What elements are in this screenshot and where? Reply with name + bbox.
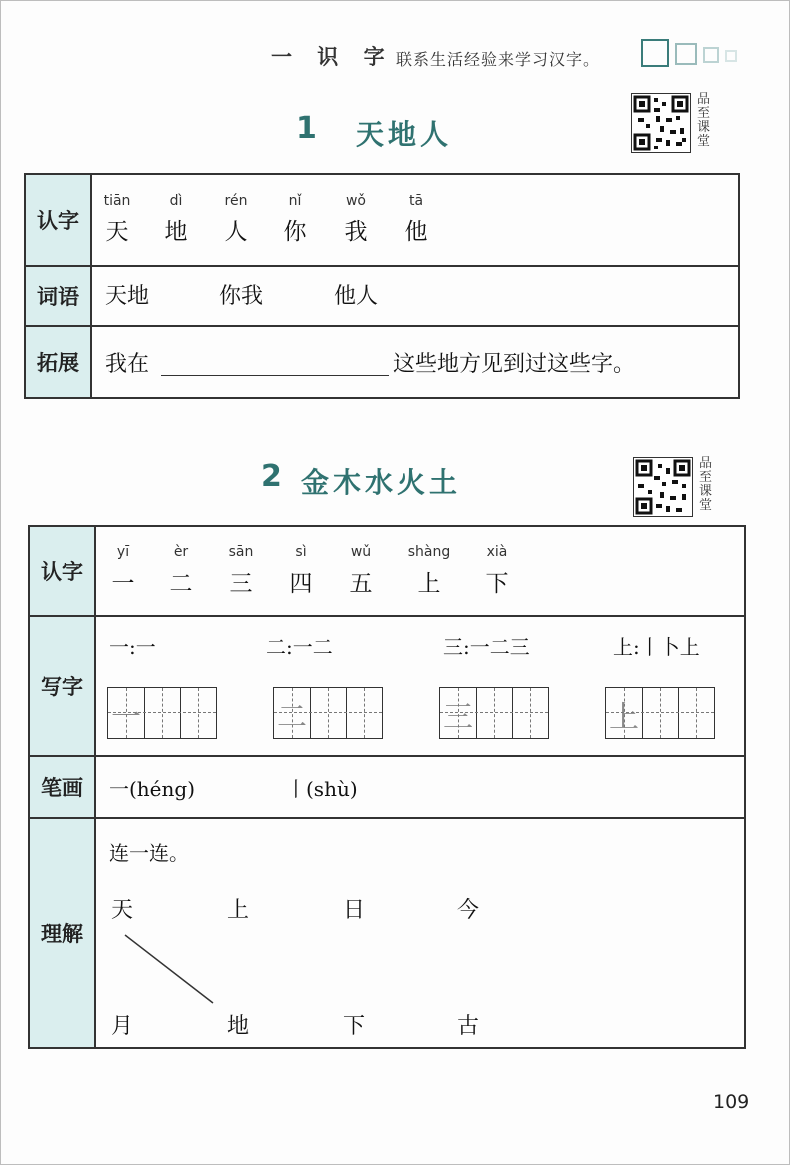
character: 天: [105, 219, 129, 245]
stroke-heng: 一(héng): [109, 777, 196, 801]
matching-instruction: 连一连。: [109, 841, 189, 865]
pinyin: sì: [295, 544, 307, 560]
match-line: [101, 921, 301, 1021]
stroke-order: 上:丨卜上: [613, 635, 700, 659]
row-label-bihua: 笔画: [29, 756, 95, 818]
character: 三: [229, 571, 253, 597]
match-top-item[interactable]: 日: [343, 898, 366, 923]
match-bottom-item[interactable]: 地: [227, 1014, 250, 1039]
character: 一: [111, 571, 135, 597]
lesson2-number: 2: [261, 459, 282, 494]
fill-in-blank[interactable]: [161, 375, 389, 376]
row-label-shizi: 认字: [25, 174, 91, 266]
pinyin: èr: [173, 544, 189, 560]
page-number: 109: [713, 1091, 750, 1113]
extension-suffix: 这些地方见到过这些字。: [393, 352, 636, 377]
pinyin: yī: [116, 544, 130, 560]
word: 天地: [105, 284, 150, 309]
character: 你: [283, 219, 307, 245]
stroke-order: 二:一二: [266, 635, 333, 659]
lesson1-title: 天地人: [356, 118, 453, 151]
match-bottom-item[interactable]: 下: [343, 1014, 366, 1039]
trace-character: 一: [111, 700, 141, 735]
qr-code-icon[interactable]: [633, 457, 693, 517]
character: 地: [164, 219, 188, 245]
stroke-order: 三:一二三: [443, 635, 530, 659]
word: 你我: [219, 284, 264, 309]
match-bottom-item[interactable]: 月: [111, 1014, 134, 1039]
pinyin: dì: [169, 193, 183, 209]
pinyin: tiān: [103, 193, 131, 209]
match-top-item[interactable]: 今: [457, 898, 480, 923]
writing-grid[interactable]: [439, 687, 549, 739]
lesson2-title: 金木水火土: [301, 466, 462, 499]
pinyin: rén: [224, 193, 248, 209]
pinyin: shàng: [407, 544, 451, 560]
stroke-shu: 丨(shù): [286, 777, 358, 801]
match-top-item[interactable]: 天: [111, 898, 134, 923]
writing-grid[interactable]: [273, 687, 383, 739]
row-label-xiezi: 写字: [29, 616, 95, 756]
character: 上: [417, 571, 441, 597]
row-label-tuozhan: 拓展: [25, 326, 91, 398]
trace-character: 三: [443, 700, 473, 735]
writing-grid[interactable]: [107, 687, 217, 739]
word: 他人: [334, 284, 379, 309]
ciyu-cell: [91, 266, 739, 326]
pinyin: sān: [228, 544, 254, 560]
match-top-item[interactable]: 上: [227, 898, 250, 923]
trace-character: 上: [609, 700, 639, 735]
pinyin: tā: [408, 193, 424, 209]
qr-label: 品至课堂: [699, 456, 713, 513]
character: 五: [349, 571, 373, 597]
character: 我: [344, 219, 368, 245]
match-bottom-item[interactable]: 古: [457, 1014, 480, 1039]
pinyin: wǔ: [350, 544, 372, 560]
character: 四: [289, 571, 313, 597]
pinyin: xià: [486, 544, 508, 560]
row-label-ciyu: 词语: [25, 266, 91, 326]
unit-subtitle: 联系生活经验来学习汉字。: [396, 50, 601, 69]
character: 下: [485, 571, 509, 597]
lesson1-number: 1: [296, 111, 317, 146]
row-label-shizi: 认字: [29, 526, 95, 616]
trace-character: 二: [277, 700, 307, 735]
character: 他: [404, 219, 428, 245]
unit-title: 一 识 字: [271, 45, 394, 69]
writing-grid[interactable]: [605, 687, 715, 739]
qr-code-icon[interactable]: [631, 93, 691, 153]
pinyin: nǐ: [288, 193, 302, 209]
pinyin: wǒ: [345, 193, 366, 209]
character: 人: [224, 219, 248, 245]
row-label-lijie: 理解: [29, 818, 95, 1048]
extension-prefix: 我在: [105, 352, 150, 377]
character: 二: [169, 571, 193, 597]
qr-label: 品至课堂: [697, 92, 711, 149]
stroke-order: 一:一: [109, 635, 156, 659]
